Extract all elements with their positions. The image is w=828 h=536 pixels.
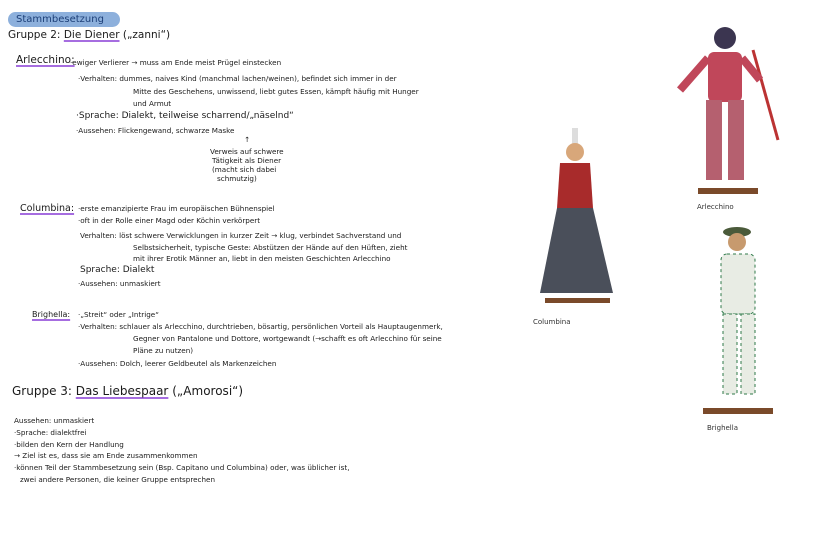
group-alias: („Amorosi“) — [172, 384, 244, 398]
text-line: → Ziel ist es, dass sie am Ende zusammenkommen — [14, 451, 198, 460]
columbina-label: Columbina: — [20, 203, 75, 214]
text-line: Selbstsicherheit, typische Geste: Abstützen der Hände auf den Hüften, zieht — [133, 243, 408, 252]
text-line: Gegner von Pantalone und Dottore, wortgewandt (→schafft es oft Arlecchino für seine — [133, 334, 442, 343]
note-arrow: ↑ — [244, 135, 251, 144]
group-name: Die Diener — [63, 29, 120, 41]
group-label: Gruppe 3: — [12, 384, 72, 398]
arlecchino-figure — [668, 20, 783, 200]
text-line: ·Aussehen: Dolch, leerer Geldbeutel als Markenzeichen — [78, 359, 277, 368]
columbina-figure — [535, 128, 620, 308]
group3-heading — [12, 384, 243, 398]
text-line: ·können Teil der Stammbesetzung sein (Bsp. Capitano und Columbina) oder, was üblicher ist, — [14, 463, 350, 472]
text-line: Sprache: Dialekt — [80, 265, 155, 275]
text-line: ·oft in der Rolle einer Magd oder Köchin verkörpert — [78, 216, 261, 225]
text-line: ·Aussehen: Flickengewand, schwarze Maske — [76, 126, 235, 135]
group-name: Das Liebespaar — [75, 384, 169, 398]
text-line: Verhalten: löst schwere Verwicklungen in kurzer Zeit → klug, verbindet Sachverstand und — [80, 231, 402, 240]
text-line: ·Verhalten: schlauer als Arlecchino, durchtrieben, bösartig, persönlichen Vorteil als Hauptaugenmerk, — [78, 322, 443, 331]
text-line: mit ihrer Erotik Männer an, liebt in den meisten Geschichten Arlecchino — [133, 254, 391, 263]
text-line: ·ewiger Verlierer → muss am Ende meist Prügel einstecken — [70, 58, 282, 67]
arlecchino-label: Arlecchino: — [16, 54, 75, 66]
note-line: schmutzig) — [217, 174, 257, 183]
section-title: Stammbesetzung — [8, 12, 120, 27]
arlecchino-caption: Arlecchino — [697, 203, 734, 211]
text-line: ·Sprache: dialektfrei — [14, 428, 87, 437]
brighella-figure — [695, 222, 785, 418]
text-line: Pläne zu nutzen) — [133, 346, 194, 355]
text-line: ·„Streit“ oder „Intrige“ — [78, 310, 159, 319]
note-line: (macht sich dabei — [212, 165, 277, 174]
note-line: Tätigkeit als Diener — [212, 156, 282, 165]
group2-heading — [8, 29, 170, 41]
text-line: und Armut — [133, 99, 172, 108]
text-line: ·bilden den Kern der Handlung — [14, 440, 124, 449]
text-line: ·Verhalten: dummes, naives Kind (manchmal lachen/weinen), befindet sich immer in der — [78, 74, 397, 83]
text-line: Aussehen: unmaskiert — [14, 416, 95, 425]
columbina-caption: Columbina — [533, 318, 571, 326]
text-line: ·erste emanzipierte Frau im europäischen Bühnenspiel — [78, 204, 275, 213]
brighella-label: Brighella: — [32, 310, 71, 319]
brighella-caption: Brighella — [707, 424, 738, 432]
group-label: Gruppe 2: — [8, 29, 61, 41]
text-line: ·Aussehen: unmaskiert — [78, 279, 161, 288]
text-line: Mitte des Geschehens, unwissend, liebt gutes Essen, kämpft häufig mit Hunger — [133, 87, 419, 96]
text-line: ·Sprache: Dialekt, teilweise scharrend/„näselnd“ — [76, 111, 294, 121]
group-alias: („zanni“) — [122, 29, 171, 41]
note-line: Verweis auf schwere — [210, 147, 284, 156]
text-line: zwei andere Personen, die keiner Gruppe entsprechen — [20, 475, 216, 484]
